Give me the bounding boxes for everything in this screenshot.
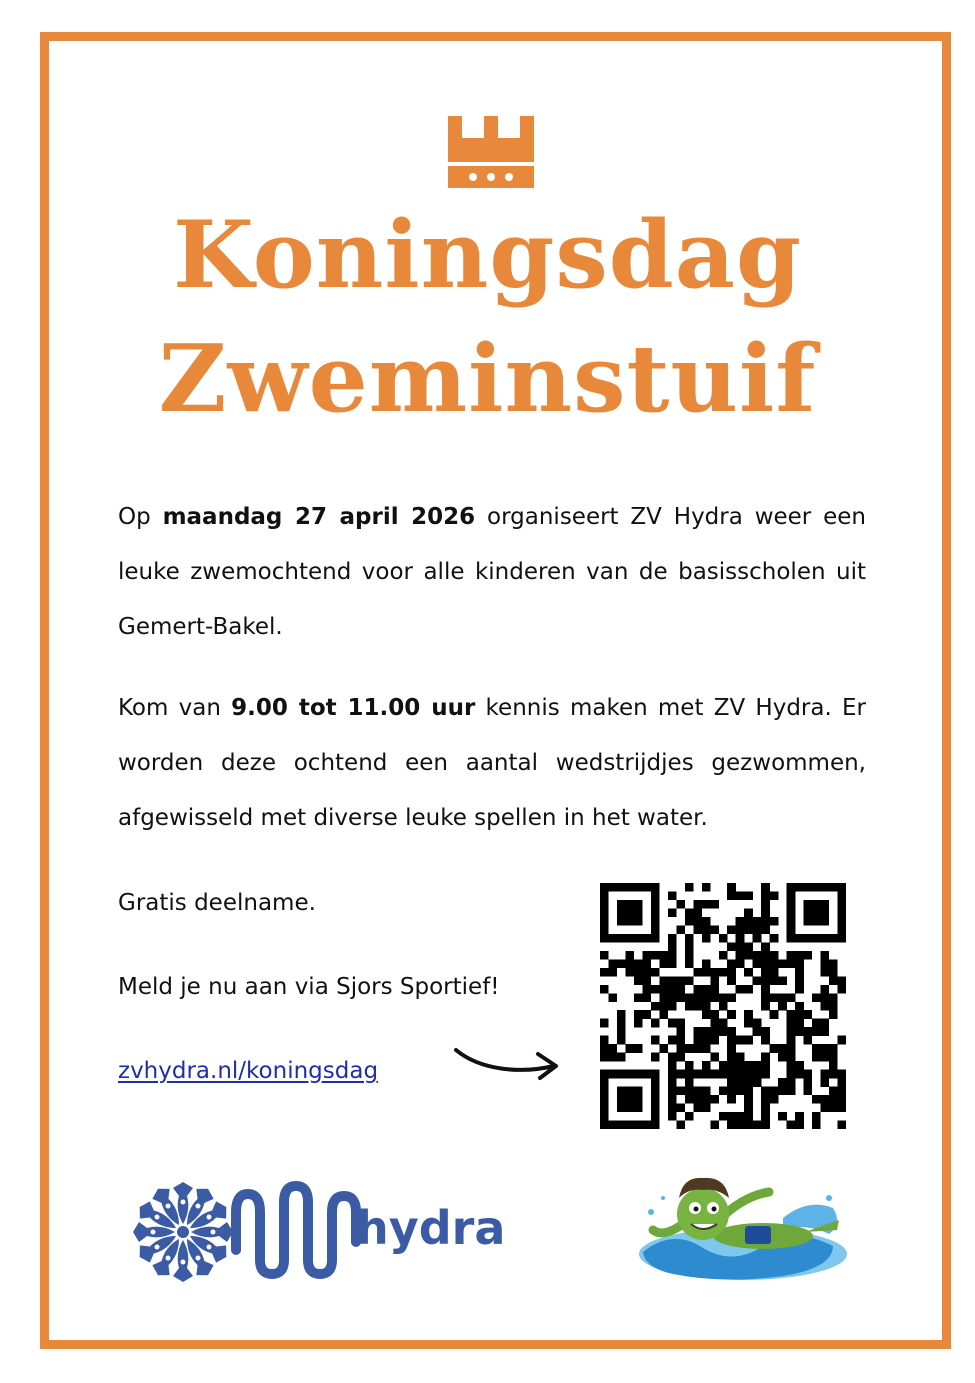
intro-pre: Op xyxy=(118,504,163,530)
title-line-2: Zweminstuif xyxy=(158,324,817,433)
schedule-pre: Kom van xyxy=(118,695,232,721)
schedule-paragraph xyxy=(118,681,866,846)
registration-link[interactable]: zvhydra.nl/koningsdag xyxy=(118,1058,379,1084)
arrow-right-icon xyxy=(450,1040,565,1085)
title-line-1: Koningsdag xyxy=(172,200,803,309)
swimming-mascot xyxy=(633,1168,851,1284)
crown-icon xyxy=(446,114,536,190)
hydra-logo xyxy=(128,1172,528,1287)
schedule-post: kennis maken met ZV Hydra. Er worden deze ochtend een aantal wedstrijdjes gezwommen, afgewisseld met diverse leuke spellen in het water. xyxy=(118,695,866,831)
intro-post: organiseert ZV Hydra weer een leuke zwemochtend voor alle kinderen van de basisscholen uit Gemert-Bakel. xyxy=(118,504,866,640)
signup-text: Meld je nu aan via Sjors Sportief! xyxy=(118,974,500,1000)
event-date: maandag 27 april 2026 xyxy=(162,504,476,530)
free-participation-text: Gratis deelname. xyxy=(118,890,316,916)
hydra-logo-text: hydra xyxy=(356,1201,506,1255)
intro-paragraph xyxy=(118,490,866,655)
qr-code[interactable] xyxy=(600,883,846,1129)
event-time: 9.00 tot 11.00 uur xyxy=(231,695,476,721)
